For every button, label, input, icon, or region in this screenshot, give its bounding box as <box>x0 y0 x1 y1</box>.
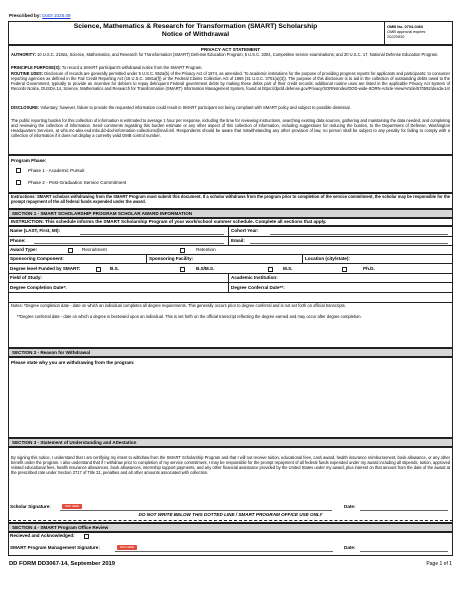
program-phase-label: Program Phase: <box>11 158 47 163</box>
page-number: Page 1 of 1 <box>426 561 452 567</box>
prescribed-by-link[interactable]: DoDI 1025.09 <box>42 13 71 18</box>
bsms-label: B.S/M.S. <box>196 266 215 271</box>
scholar-date-field[interactable] <box>360 510 448 511</box>
phase2-label: Phase 2 - Post-Graduation Service Commitment <box>28 180 127 185</box>
phone-label: Phone: <box>10 238 26 243</box>
phase2-checkbox[interactable] <box>16 180 21 185</box>
routine-text: Disclosure of records are generally permitted under 5 U.S.C. 552a(b) of the Privacy Act of 1974, as amended. To academic institutions for the purpose of providing progress reports for applicants and participants; to consumer reporting agencies as defined in the Fair Credit Reporting Act (15 U.S.C. 1681a(f)) or the Federal Claims Collection Act of 1966 (31 U.S.C. 3701(a)(3)). The purpose of this disclosure is to aid in the collection of outstanding debts owed to the Federal Government, typically to provide an incentive for debtors to repay delinquent Federal government debts by making these debts part of their credit records; additional routine uses are listed in the applicable Privacy Act System of Records Notice, DUSDA 14, Science, Mathematics and Research for Transformation (SMART) Information Management System, found at https://dpcld.defense.gov/Privacy/SORNsIndex/DOD-wide-SORN-Article-View/Article/570592/dusda-14/ <box>11 71 450 91</box>
field-of-study-label: Field of Study: <box>10 275 42 280</box>
retention-checkbox[interactable] <box>180 248 185 253</box>
omb-date: 20220930 <box>387 34 405 39</box>
privacy-routine-uses <box>11 72 450 92</box>
award-type-label: Award Type: <box>10 247 38 252</box>
sponsoring-facility-label: Sponsoring Facility: <box>149 256 194 261</box>
authority-label: AUTHORITY: <box>11 52 36 57</box>
conferral-date-label: Degree Conferral Date**: <box>231 285 285 290</box>
cohort-label: Cohort Year: <box>231 228 259 233</box>
degree-level-label: Degree level Funded by SMART: <box>10 266 81 271</box>
recruitment-checkbox[interactable] <box>68 248 73 253</box>
section1-header: SECTION 1 - SMART SCHOLARSHIP PROGRAM SCHOLAR AWARD INFORMATION <box>8 209 453 218</box>
title-divider <box>384 21 385 45</box>
privacy-authority <box>11 53 450 58</box>
attestation-statement: By signing this notice, I understand that I am certifying my intent to withdraw from the SMART Scholarship Program and that I will not receive tuition, educational fees, cash award, health insurance reimbursement, book allowance, or any other benefit under the program. I also understand that if I withdraw prior to completion of my service commitment, I may be responsible for the prompt repayment of all federal funds expended under my award including all stipends, tuition, approved related educational fees, health insurance allowances, book allowances, internship support payments, and any other financial assistance provided by the United States under my award, plus interest on that amount from the date of the award at the prescribed rate under Section 3717 of Title 31, penalties and all other amounts associated with collection. <box>11 455 450 475</box>
omb-number: OMB No. 0704-0466 <box>387 24 424 29</box>
program-phase-block <box>8 155 453 193</box>
manager-signature-label: SMART Program Management Signature: <box>10 545 100 550</box>
phase1-label: Phase 1 - Academic Pursuit <box>28 168 85 173</box>
disclosure-text: Voluntary; however, failure to provide the requested information could result in SMART participant not being compliant with SMART policy and subject to possible dismissal. <box>39 105 351 110</box>
prescribed-by-label: Prescribed by: <box>9 13 41 18</box>
disclosure-label: DISCLOSURE: <box>11 105 40 110</box>
section4-header: SECTION 4 - SMART Program Office Review <box>8 523 453 532</box>
reason-prompt: Please state why you are withdrawing from the program: <box>11 360 135 365</box>
received-checkbox[interactable] <box>84 534 89 539</box>
manager-sign-here-tag[interactable]: SIGN HERE <box>117 545 137 550</box>
scholar-signature-field[interactable] <box>60 510 332 511</box>
office-use-divider: DO NOT WRITE BELOW THIS DOTTED LINE / SMART PROGRAM OFFICE USE ONLY <box>138 512 323 517</box>
purpose-text: To record a SMART participant's withdrawal notice from the SMART Program. <box>60 65 203 70</box>
ms-label: M.S. <box>283 266 293 271</box>
form-title-line1: Science, Mathematics & Research for Transformation (SMART) Scholarship <box>73 23 318 30</box>
recruitment-label: Recruitment <box>82 247 107 252</box>
prescribed-by <box>9 13 71 18</box>
sponsoring-component-label: Sponsoring Component: <box>10 256 64 261</box>
notes-conferral: **Degree conferral date - date on which a degree is bestowed upon an individual. This is set forth on the official transcript reflecting the degree earned and may occur after degree completion. <box>17 314 362 319</box>
retention-label: Retention <box>196 247 216 252</box>
section3-header: SECTION 3 - Statement of Understanding and Attestation <box>8 438 453 447</box>
name-input[interactable] <box>80 234 224 235</box>
reason-textarea[interactable] <box>8 357 453 438</box>
phase1-checkbox[interactable] <box>16 168 21 173</box>
scholar-signature-label: Scholar Signature: <box>10 504 51 509</box>
name-label: Name (LAST, First, MI): <box>10 228 61 233</box>
notes-completion: Notes: *Degree completion date - date on which an individual completes all degree requirements. This generally occurs prior to degree conferral and is not set forth on official transcripts. <box>11 303 346 308</box>
manager-date-field[interactable] <box>360 551 448 552</box>
bsms-checkbox[interactable] <box>180 267 185 272</box>
privacy-heading: PRIVACY ACT STATEMENT <box>200 47 261 52</box>
ms-checkbox[interactable] <box>268 267 273 272</box>
phd-checkbox[interactable] <box>342 267 347 272</box>
section2-header: SECTION 2 - Reason for Withdrawal <box>8 348 453 357</box>
location-label: Location (city/state): <box>305 256 350 261</box>
phone-input[interactable] <box>34 243 224 244</box>
form-id: DD FORM DD3067-14, September 2019 <box>9 561 115 567</box>
omb-approval: OMB approval expires <box>387 29 426 34</box>
authority-text: 10 U.S.C. 2192a, Science, Mathematics, and Research for Transformation (SMART) Defense Education Program; 5 U.S.C. 3304, Competitive service examinations; and 20 U.S.C. 17, National Defense Education Program. <box>35 52 439 57</box>
scholar-sign-here-tag[interactable]: SIGN HERE <box>62 504 82 509</box>
instructions-text: Instructions: SMART scholars withdrawing from the SMART Program must submit this document. If a scholar withdraws from the program prior to completion of the service commitment, the scholar may be responsible for the prompt repayment of the all federal funds expended under the award. <box>11 194 450 204</box>
bs-label: B.S. <box>110 266 119 271</box>
privacy-disclosure <box>11 106 450 111</box>
bs-checkbox[interactable] <box>96 267 101 272</box>
form-title-line2: Notice of Withdrawal <box>161 31 230 38</box>
section1-instruction: INSTRUCTION: This schedule informs the SMART Scholarship Program of your work/school summer schedule. Complete all sections that apply. <box>11 219 327 224</box>
burden-statement: The public reporting burden for this collection of information is estimated to average 1 hour per response, including the time for reviewing instructions, searching existing data sources, gathering and maintaining the data needed, and completing and reviewing the collection of information. Send comments regarding this burden estimate or any other aspect of this collection of information, including suggestions for reducing the burden, to the Department of Defense, Washington Headquarters Services, at whs.mc-alex.esd.mbx.dd-dod-information-collections@mail.mil. Respondents should be aware that notwithstanding any other provision of law, no person shall be subject to any penalty for failing to comply with a collection of information if it does not display a currently valid OMB control number. <box>11 118 450 138</box>
scholar-date-label: Date: <box>344 504 356 509</box>
manager-signature-field[interactable] <box>115 551 333 552</box>
cohort-input[interactable] <box>270 234 448 235</box>
phd-label: Ph.D. <box>363 266 375 271</box>
routine-label: ROUTINE USES: <box>11 71 44 76</box>
office-use-divider-line <box>8 520 453 521</box>
academic-institution-label: Academic Institution: <box>231 275 278 280</box>
purpose-label: PRINCIPLE PURPOSE(S): <box>11 65 61 70</box>
received-label: Recieved and Acknowledged: <box>10 533 75 538</box>
completion-date-label: Degree Completion Date*: <box>10 285 67 290</box>
manager-date-label: Date: <box>344 545 356 550</box>
email-label: Email: <box>231 238 245 243</box>
email-input[interactable] <box>250 243 448 244</box>
